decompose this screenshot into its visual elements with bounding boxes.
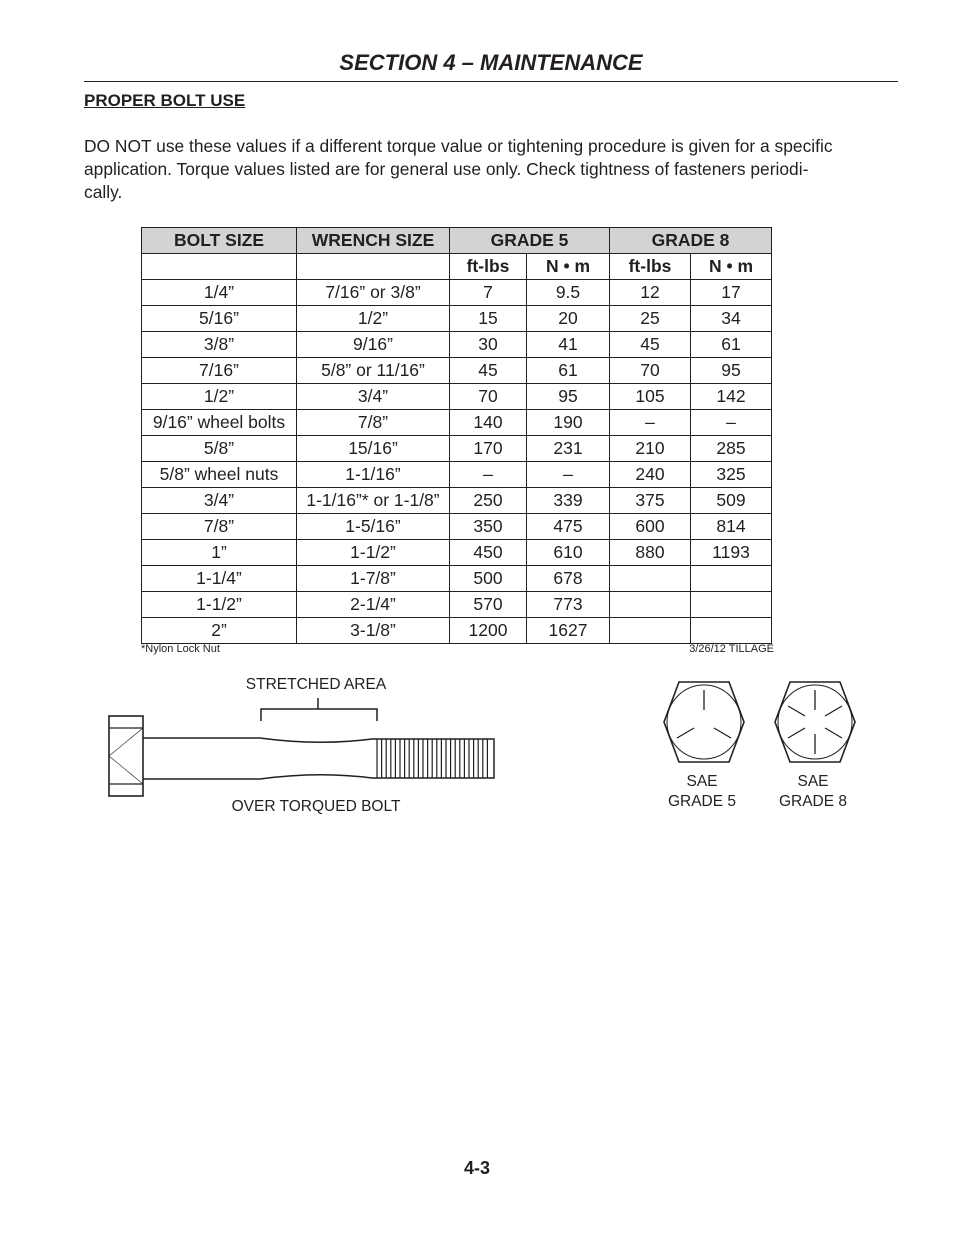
over-torqued-bolt-illustration bbox=[100, 668, 510, 818]
grade8-nm-cell: 325 bbox=[691, 462, 772, 488]
grade5-ftlbs-cell: 30 bbox=[450, 332, 527, 358]
wrench-size-cell: 1-1/2” bbox=[297, 540, 450, 566]
wrench-size-cell: 1-7/8” bbox=[297, 566, 450, 592]
header-grade-8: GRADE 8 bbox=[610, 228, 772, 254]
wrench-size-cell: 7/8” bbox=[297, 410, 450, 436]
table-row bbox=[142, 618, 772, 644]
grade5-ftlbs-cell: 500 bbox=[450, 566, 527, 592]
grade8-ftlbs-cell: 12 bbox=[610, 280, 691, 306]
over-torqued-bolt-caption: OVER TORQUED BOLT bbox=[231, 798, 401, 815]
bolt-size-cell: 1/4” bbox=[142, 280, 297, 306]
wrench-size-cell: 15/16” bbox=[297, 436, 450, 462]
grade5-nm-cell: 610 bbox=[527, 540, 610, 566]
grade5-ftlbs-cell: 45 bbox=[450, 358, 527, 384]
grade5-nm-cell: 339 bbox=[527, 488, 610, 514]
bolt-size-cell: 3/8” bbox=[142, 332, 297, 358]
bolt-size-cell: 5/16” bbox=[142, 306, 297, 332]
table-row bbox=[142, 332, 772, 358]
intro-paragraph bbox=[84, 135, 898, 204]
grade8-nm-cell: 509 bbox=[691, 488, 772, 514]
wrench-size-cell: 5/8” or 11/16” bbox=[297, 358, 450, 384]
wrench-size-cell: 1/2” bbox=[297, 306, 450, 332]
grade5-ftlbs-cell: 7 bbox=[450, 280, 527, 306]
bolt-size-cell: 1/2” bbox=[142, 384, 297, 410]
grade5-nm-cell: 678 bbox=[527, 566, 610, 592]
stretched-area-bracket bbox=[261, 698, 377, 721]
title-rule bbox=[84, 81, 898, 82]
wrench-size-cell: 3/4” bbox=[297, 384, 450, 410]
table-row bbox=[142, 384, 772, 410]
table-row bbox=[142, 514, 772, 540]
bolt-size-cell: 1-1/2” bbox=[142, 592, 297, 618]
table-row bbox=[142, 358, 772, 384]
table-body bbox=[142, 280, 772, 644]
grade5-ftlbs-cell: 1200 bbox=[450, 618, 527, 644]
table-row bbox=[142, 280, 772, 306]
grade5-nm-cell: 773 bbox=[527, 592, 610, 618]
bolt-size-cell: 9/16” wheel bolts bbox=[142, 410, 297, 436]
grade8-nm-cell: 95 bbox=[691, 358, 772, 384]
grade5-nm-cell: 61 bbox=[527, 358, 610, 384]
wrench-size-cell: 3-1/8” bbox=[297, 618, 450, 644]
table-footnote: *Nylon Lock Nut bbox=[141, 643, 220, 655]
intro-line-1: DO NOT use these values if a different torque value or tightening procedure is given for a specific bbox=[84, 136, 833, 156]
grade8-ftlbs-cell: 880 bbox=[610, 540, 691, 566]
grade5-ftlbs-cell: 450 bbox=[450, 540, 527, 566]
unit-grade8-ftlbs: ft-lbs bbox=[610, 254, 691, 280]
wrench-size-cell: 1-1/16” bbox=[297, 462, 450, 488]
wrench-size-cell: 2-1/4” bbox=[297, 592, 450, 618]
grade8-ftlbs-cell bbox=[610, 618, 691, 644]
grade-5-radial-marks bbox=[677, 690, 731, 738]
grade-8-radial-marks bbox=[788, 690, 842, 754]
grade8-ftlbs-cell: 375 bbox=[610, 488, 691, 514]
grade-5-label-sae: SAE bbox=[686, 773, 718, 790]
grade8-nm-cell bbox=[691, 592, 772, 618]
grade8-nm-cell: 142 bbox=[691, 384, 772, 410]
table-row bbox=[142, 540, 772, 566]
grade8-ftlbs-cell bbox=[610, 592, 691, 618]
grade8-nm-cell: 814 bbox=[691, 514, 772, 540]
table-row bbox=[142, 488, 772, 514]
bolt-size-cell: 1-1/4” bbox=[142, 566, 297, 592]
unit-grade5-nm: N • m bbox=[527, 254, 610, 280]
grade5-ftlbs-cell: 250 bbox=[450, 488, 527, 514]
grade8-ftlbs-cell: 240 bbox=[610, 462, 691, 488]
table-row bbox=[142, 462, 772, 488]
header-bolt-size: BOLT SIZE bbox=[142, 228, 297, 254]
grade5-ftlbs-cell: 140 bbox=[450, 410, 527, 436]
bolt-size-cell: 7/16” bbox=[142, 358, 297, 384]
grade5-nm-cell: 41 bbox=[527, 332, 610, 358]
grade8-nm-cell: 1193 bbox=[691, 540, 772, 566]
grade8-ftlbs-cell: 45 bbox=[610, 332, 691, 358]
bolt-torque-table bbox=[141, 227, 772, 644]
grade8-nm-cell: 61 bbox=[691, 332, 772, 358]
table-revision: 3/26/12 TILLAGE bbox=[689, 643, 774, 655]
sae-grade-8-head bbox=[775, 682, 855, 762]
sae-grade-markings bbox=[650, 672, 880, 822]
grade8-ftlbs-cell: 600 bbox=[610, 514, 691, 540]
grade5-ftlbs-cell: – bbox=[450, 462, 527, 488]
grade5-ftlbs-cell: 170 bbox=[450, 436, 527, 462]
grade5-ftlbs-cell: 350 bbox=[450, 514, 527, 540]
unit-grade8-nm: N • m bbox=[691, 254, 772, 280]
grade8-nm-cell bbox=[691, 618, 772, 644]
grade5-ftlbs-cell: 570 bbox=[450, 592, 527, 618]
grade5-ftlbs-cell: 70 bbox=[450, 384, 527, 410]
bolt-size-cell: 2” bbox=[142, 618, 297, 644]
table-row bbox=[142, 592, 772, 618]
bolt-head bbox=[109, 716, 143, 796]
grade8-nm-cell: 285 bbox=[691, 436, 772, 462]
intro-line-2: application. Torque values listed are for general use only. Check tightness of fasteners periodi- bbox=[84, 159, 809, 179]
table-header-row bbox=[142, 228, 772, 254]
section-title: SECTION 4 – MAINTENANCE bbox=[339, 50, 643, 75]
bolt-threads bbox=[377, 739, 487, 778]
page-number: 4-3 bbox=[463, 1158, 490, 1178]
grade8-nm-cell: – bbox=[691, 410, 772, 436]
bolt-size-cell: 3/4” bbox=[142, 488, 297, 514]
grade5-nm-cell: 475 bbox=[527, 514, 610, 540]
bolt-size-cell: 5/8” bbox=[142, 436, 297, 462]
grade5-ftlbs-cell: 15 bbox=[450, 306, 527, 332]
grade5-nm-cell: 20 bbox=[527, 306, 610, 332]
grade8-ftlbs-cell bbox=[610, 566, 691, 592]
grade-5-label-grade: GRADE 5 bbox=[667, 793, 737, 810]
grade8-nm-cell: 34 bbox=[691, 306, 772, 332]
grade5-nm-cell: 231 bbox=[527, 436, 610, 462]
unit-grade5-ftlbs: ft-lbs bbox=[450, 254, 527, 280]
units-empty-cell bbox=[142, 254, 297, 280]
grade5-nm-cell: 190 bbox=[527, 410, 610, 436]
stretched-area-label: STRETCHED AREA bbox=[245, 676, 387, 693]
wrench-size-cell: 1-1/16”* or 1-1/8” bbox=[297, 488, 450, 514]
grade8-ftlbs-cell: 70 bbox=[610, 358, 691, 384]
units-empty-cell bbox=[297, 254, 450, 280]
sae-grade-5-head bbox=[664, 682, 744, 762]
grade-8-label-grade: GRADE 8 bbox=[778, 793, 848, 810]
grade-8-label-sae: SAE bbox=[797, 773, 829, 790]
table-row bbox=[142, 566, 772, 592]
wrench-size-cell: 9/16” bbox=[297, 332, 450, 358]
bolt-size-cell: 5/8” wheel nuts bbox=[142, 462, 297, 488]
grade8-nm-cell: 17 bbox=[691, 280, 772, 306]
grade8-ftlbs-cell: 25 bbox=[610, 306, 691, 332]
grade8-nm-cell bbox=[691, 566, 772, 592]
grade8-ftlbs-cell: 105 bbox=[610, 384, 691, 410]
bolt-size-cell: 7/8” bbox=[142, 514, 297, 540]
grade8-ftlbs-cell: 210 bbox=[610, 436, 691, 462]
header-grade-5: GRADE 5 bbox=[450, 228, 610, 254]
intro-line-3: cally. bbox=[84, 182, 123, 202]
table-row bbox=[142, 306, 772, 332]
grade8-ftlbs-cell: – bbox=[610, 410, 691, 436]
grade5-nm-cell: 9.5 bbox=[527, 280, 610, 306]
bolt-size-cell: 1” bbox=[142, 540, 297, 566]
grade5-nm-cell: 95 bbox=[527, 384, 610, 410]
table-units-row bbox=[142, 254, 772, 280]
table-row bbox=[142, 410, 772, 436]
table-row bbox=[142, 436, 772, 462]
header-wrench-size: WRENCH SIZE bbox=[297, 228, 450, 254]
grade5-nm-cell: – bbox=[527, 462, 610, 488]
section-heading: PROPER BOLT USE bbox=[84, 91, 246, 110]
wrench-size-cell: 1-5/16” bbox=[297, 514, 450, 540]
grade5-nm-cell: 1627 bbox=[527, 618, 610, 644]
wrench-size-cell: 7/16” or 3/8” bbox=[297, 280, 450, 306]
